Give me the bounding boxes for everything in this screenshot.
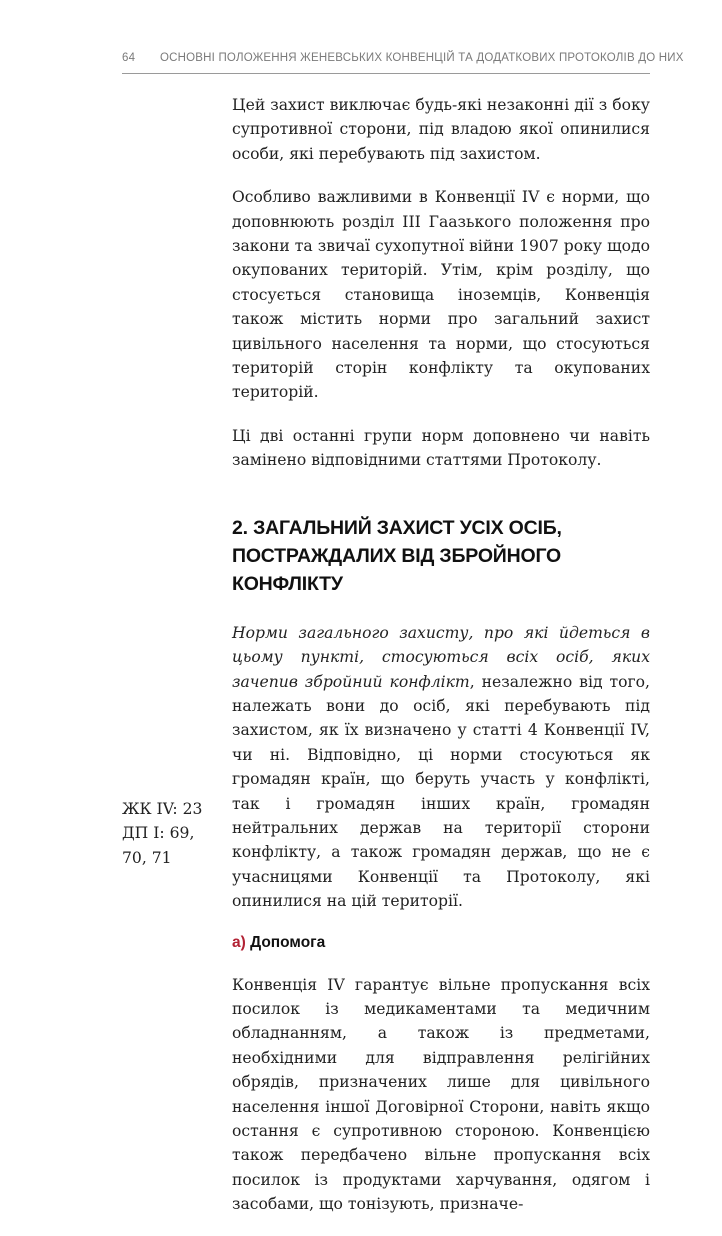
paragraph-protocol-supplement: Ці дві останні групи норм доповнено чи навіть замінено відповідними статтями Протоколу. <box>232 426 650 470</box>
main-text-column <box>232 93 650 1236</box>
section-intro-italic: Норми загального захисту, про які йдеться в цьому пункті, стосуються всіх осіб, яких зачепив збройний конфлікт <box>232 623 650 691</box>
subsection-marker: а) <box>232 933 246 951</box>
header-divider <box>122 73 650 74</box>
running-header-title: ОСНОВНІ ПОЛОЖЕННЯ ЖЕНЕВСЬКИХ КОНВЕНЦІЙ ТА ДОДАТКОВИХ ПРОТОКОЛІВ ДО НИХ <box>160 52 684 64</box>
subsection-title: Допомога <box>250 933 326 951</box>
paragraph-convention-iv-norms: Особливо важливими в Конвенції IV є норми, що доповнюють розділ III Гаазького положення про закони та звичаї сухопутної війни 1907 року щодо окупованих територій. Утім, крім розділу, що стосується становища іноземців, Конвенція також містить норми про загальний захист цивільного населення та норми, що стосуються територій сторін конфлікту та окупованих територій. <box>232 188 650 402</box>
section-intro-text: , незалежно від того, належать вони до осіб, які перебувають під захистом, як їх визначено у статті 4 Конвенції IV, чи ні. Відповідно, ці норми стосуються як громадян країн, що беруть участь у конфлікті, так і громадян інших країн, громадян нейтральних держав на території сторони конфлікту, а також громадян держав, що не є учасницями Конвенції та Протоколу, які опинилися на цій території. <box>232 672 650 911</box>
margin-reference-note <box>122 797 218 870</box>
page-number: 64 <box>122 52 136 64</box>
margin-reference-line: ЖК IV: 23 <box>122 800 203 818</box>
subsection-paragraph: Конвенція IV гарантує вільне пропускання всіх посилок із медикаментами та медичним обладнанням, а також із предметами, необхідними для відправлення релігійних обрядів, призначених лише для цивільного населення іншої Договірної Сторони, навіть якщо остання є супротивною стороною. Конвенцією також передбачено вільне пропускання всіх посилок із продуктами харчування, одягом і засобами, що тонізують, призначе- <box>232 975 650 1214</box>
margin-reference-line: ДП I: 69, <box>122 824 195 843</box>
section-intro-paragraph <box>232 621 650 914</box>
subsection-heading <box>232 931 650 955</box>
margin-reference-line: 70, 71 <box>122 848 172 867</box>
section-heading: 2. ЗАГАЛЬНИЙ ЗАХИСТ УСІХ ОСІБ, ПОСТРАЖДАЛИХ ВІД ЗБРОЙНОГО КОНФЛІКТУ <box>232 516 562 595</box>
paragraph-protection-exclusion: Цей захист виключає будь-які незаконні дії з боку супротивної сторони, під владою якої опинилися особи, які перебувають під захистом. <box>232 96 650 163</box>
running-header <box>122 50 684 72</box>
